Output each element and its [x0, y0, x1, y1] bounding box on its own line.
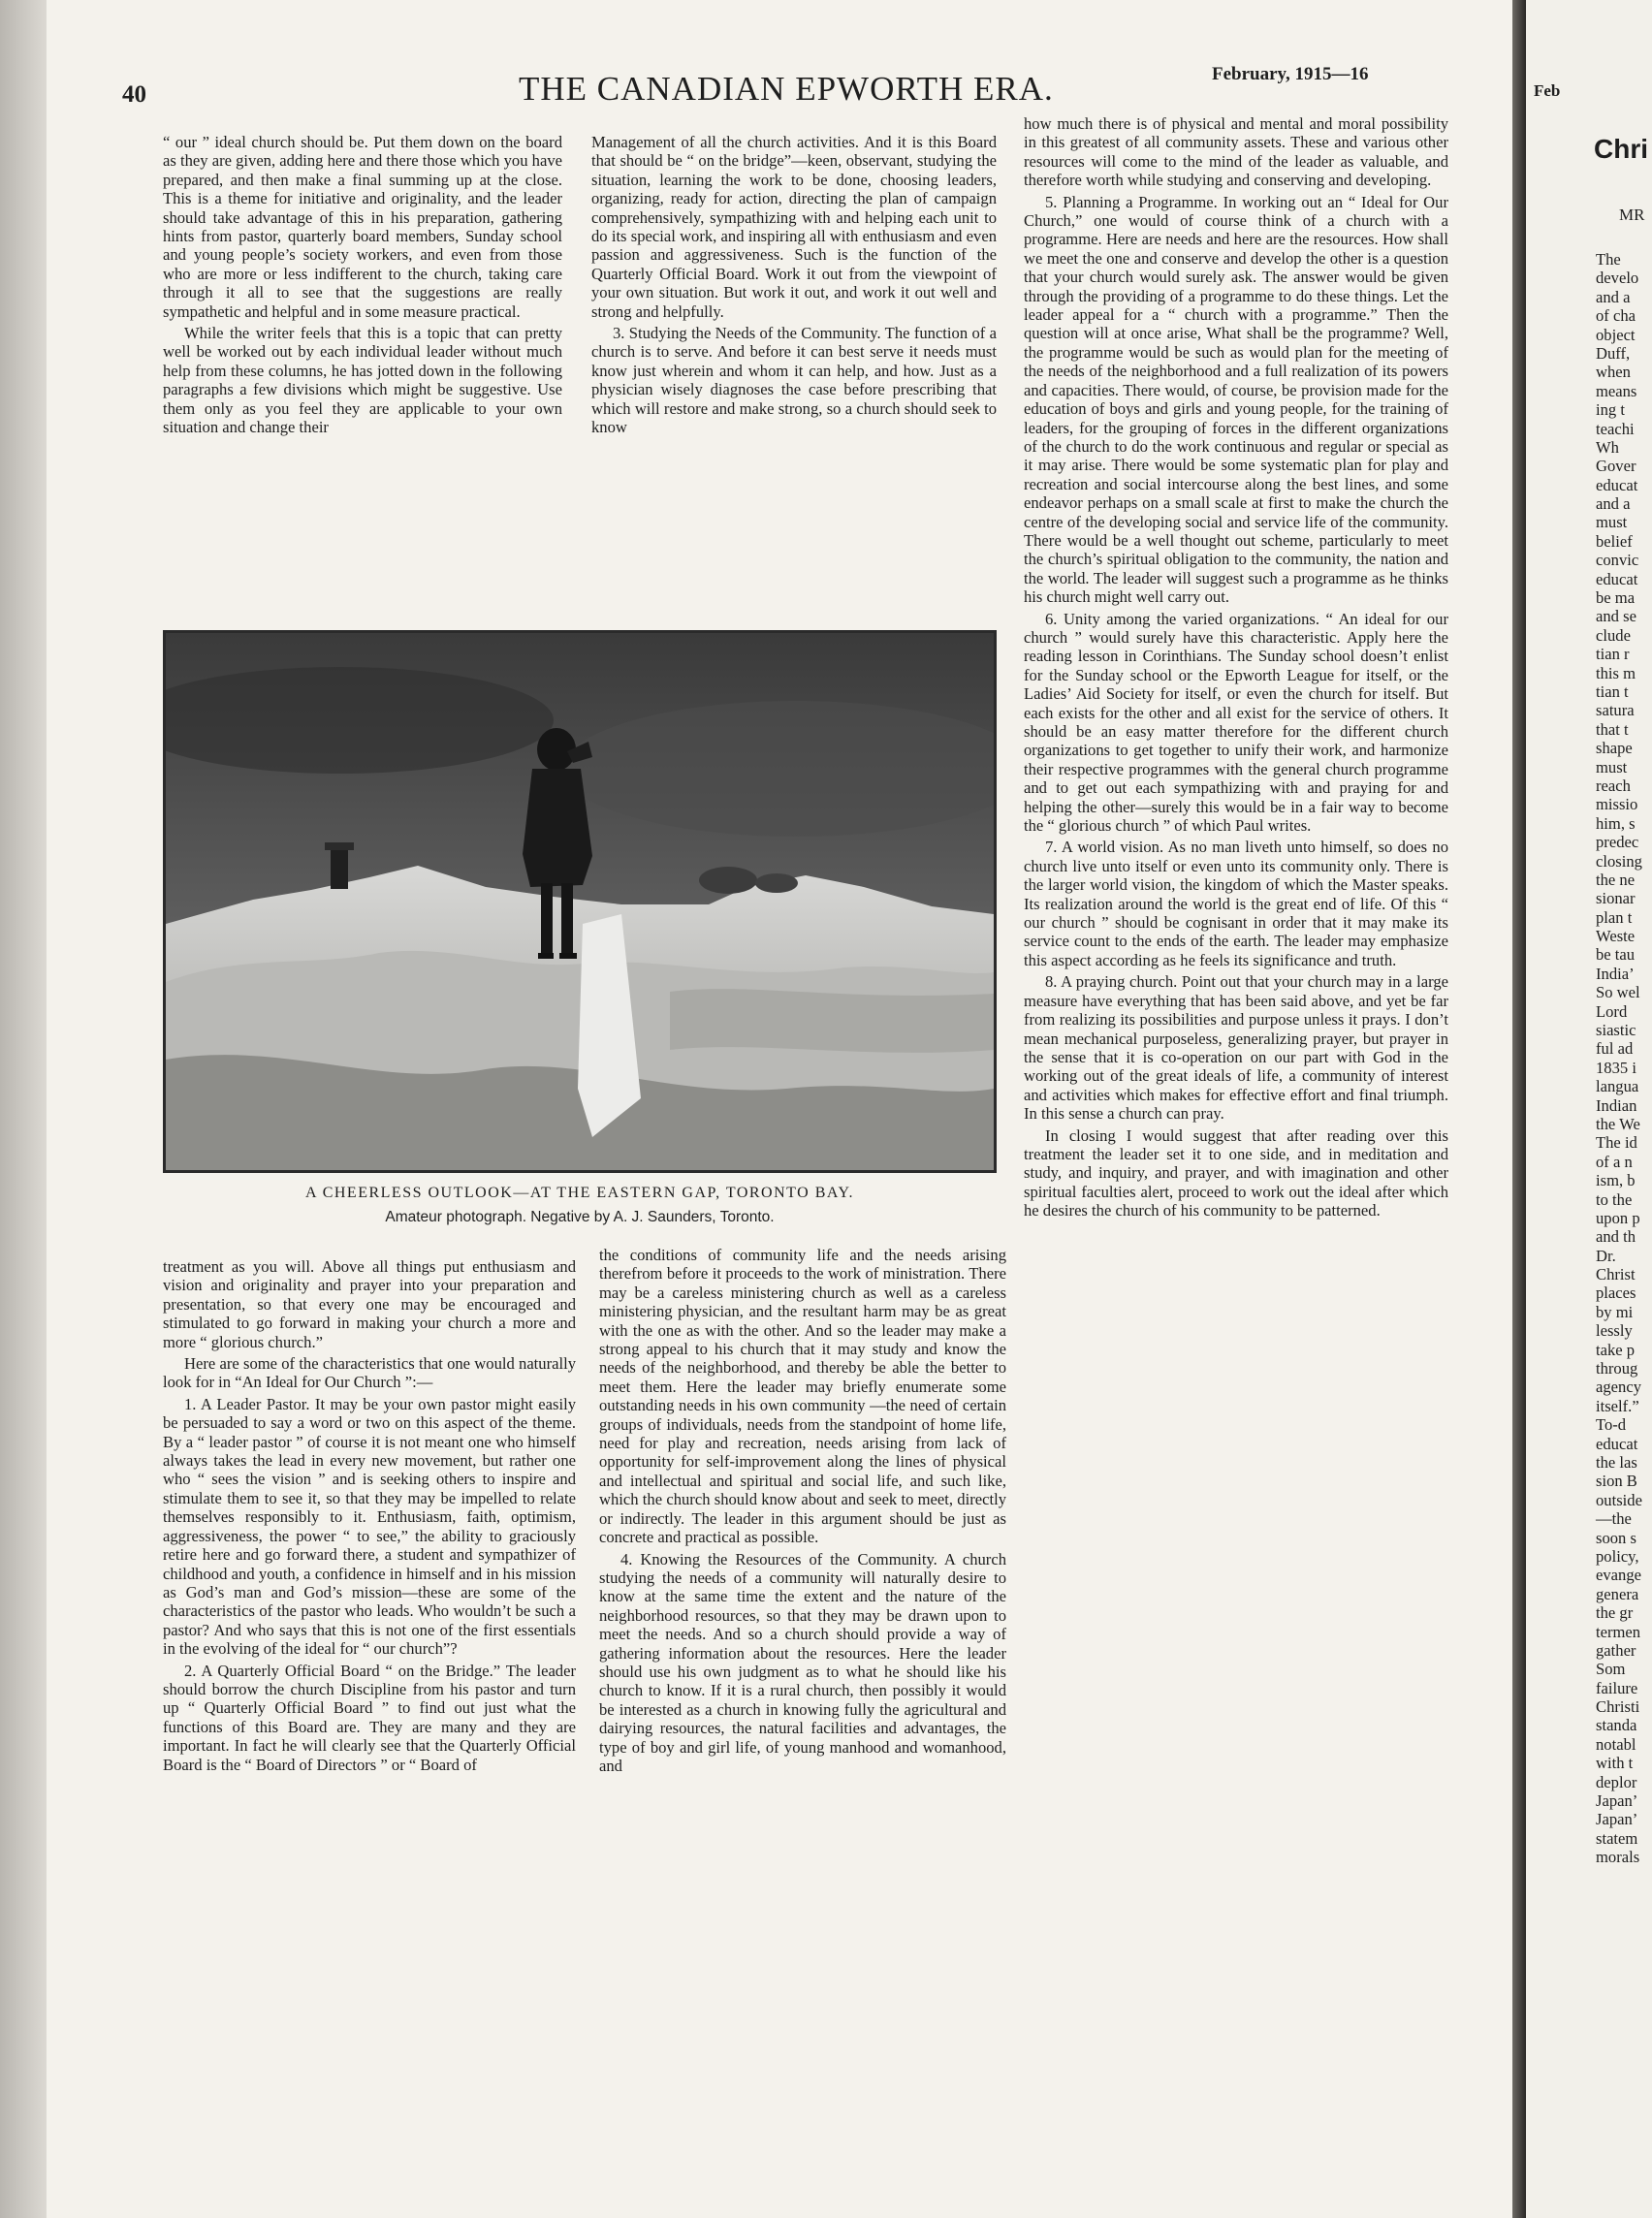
next-page-line: missio	[1596, 795, 1638, 814]
next-page-line: the We	[1596, 1114, 1640, 1133]
next-page-line: termen	[1596, 1622, 1641, 1641]
next-page-line: —the	[1596, 1509, 1632, 1529]
column-1-bottom	[163, 1257, 576, 1777]
issue-date: February, 1915—16	[1212, 64, 1369, 84]
next-page-line: Indian	[1596, 1095, 1637, 1115]
next-page-line: when	[1596, 363, 1631, 382]
next-page-line: and a	[1596, 494, 1631, 514]
photo-caption	[163, 1185, 997, 1226]
page-number: 40	[122, 81, 146, 108]
next-page-line: Gover	[1596, 457, 1636, 476]
next-page-line: tian t	[1596, 681, 1629, 701]
paragraph: the conditions of community life and the needs arising therefrom before it proceeds to the work of ministration. There may be a careless ministering church as well as a careless ministering physician, and the resultant harm may be as great with the one as with the other. And so the leader may make a strong appeal to his church that it may study and know the needs of the neighborhood, and thereby be able the better to meet them. Here the leader may briefly enumerate some outstanding needs in his own community —the need of certain groups of individuals, needs from the standpoint of home life, need for play and recreation, needs arising from lack of opportunity for self-improvement along the lines of physical and intellectual and spiritual and social life, and such like, which the church should know about and seek to meet, directly or indirectly. The leader in this argument should be just as concrete and practical as possible.	[599, 1246, 1006, 1547]
next-page-line: him, s	[1596, 813, 1636, 833]
next-page-line: The	[1596, 250, 1621, 269]
winter-shore-photo	[166, 633, 994, 1170]
next-page-line: policy,	[1596, 1546, 1639, 1566]
paragraph: 4. Knowing the Resources of the Community. A church studying the needs of a community will naturally desire to know at the same time the extent and the nature of the neighborhood resources, so that they may be drawn upon to meet the needs. And so a church should provide a way of gathering information about the resources. Here the leader should use his own judgment as to what he should like his church to know. If it is a rural church, then possibly it would be interested as a church in knowing fully the agricultural and dairying resources, the natural facilities and advantages, the type of boy and girl life, of young manhood and womanhood, and	[599, 1549, 1006, 1775]
next-page-line: means	[1596, 381, 1637, 400]
next-page-line: satura	[1596, 701, 1635, 720]
next-page-line: must	[1596, 757, 1628, 776]
next-page-line: tian r	[1596, 645, 1630, 664]
next-page-line: must	[1596, 513, 1628, 532]
next-page-line: Duff,	[1596, 343, 1631, 363]
next-page-line: teachi	[1596, 419, 1635, 438]
next-page-line: this m	[1596, 663, 1636, 682]
next-page-line: soon s	[1596, 1528, 1636, 1547]
next-page-line: Dr.	[1596, 1246, 1616, 1265]
next-page-line: upon p	[1596, 1208, 1640, 1227]
next-page-line: ful ad	[1596, 1039, 1634, 1059]
next-page-line: educat	[1596, 569, 1638, 588]
caption-credit: Amateur photograph. Negative by A. J. Saunders, Toronto.	[385, 1209, 775, 1225]
next-page-line: clude	[1596, 625, 1631, 645]
paragraph: 1. A Leader Pastor. It may be your own pastor might easily be persuaded to say a word or two on this aspect of the theme. By a “ leader pastor ” of course it is not meant one who himself always takes the lead in every new movement, but rather one who “ sees the vision ” and is seeking others to inspire and stimulate them to see it, so that they may be impelled to relate themselves responsibly to it. Enthusiasm, faith, optimism, aggressiveness, the power “ to see,” the ability to graciously retire here and go forward there, a student and sympathizer of childhood and youth, a confidence in himself and in his mission as God’s man and God’s mission—these are some of the characteristics of the pastor who leads. Who wouldn’t be such a pastor? And who says that this is not one of the first essentials in the evolving of the ideal for “ our church”?	[163, 1394, 576, 1659]
column-2-bottom	[599, 1246, 1006, 1778]
next-page-line: with t	[1596, 1754, 1634, 1773]
next-page-line: and th	[1596, 1227, 1636, 1247]
paragraph: 8. A praying church. Point out that your church may in a large measure have everything that has been said above, and yet be far from realizing its possibilities and purpose unless it prays. I don’t mean mechanical purposeless, generalizing prayer, but prayer in the sense that it is co-operation on our part with God in the working out of the great ideals of life, a community of interest and activities which makes for effective effort and final triumph. In this sense a church can pray.	[1024, 972, 1448, 1124]
next-page-line: plan t	[1596, 907, 1633, 927]
next-page-line: So wel	[1596, 983, 1640, 1002]
next-page-line: convic	[1596, 551, 1639, 570]
paragraph: While the writer feels that this is a topic that can pretty well be worked out by each individual leader without much help from these columns, he has jotted down in the following paragraphs a few divisions which might be suggestive. Use them only as you feel they are applicable to your own situation and change their	[163, 324, 562, 437]
next-page-line: evange	[1596, 1566, 1641, 1585]
next-page-line: belief	[1596, 531, 1633, 551]
next-page-line: shape	[1596, 739, 1633, 758]
column-1-top	[163, 133, 562, 440]
next-page-line: The id	[1596, 1133, 1637, 1153]
next-page-line: agency	[1596, 1378, 1641, 1397]
paragraph: “ our ” ideal church should be. Put them down on the board as they are given, adding here and there those which you have prepared, and then make a final summing up at the close. This is a theme for initiative and originality, and the leader should take advantage of this in his preparation, gathering hints from pastor, quarterly board members, Sunday school and young people’s society workers, and even from those who are more or less indifferent to the church, taking care through it all to see that the suggestions are really sympathetic and helpful and in some measure practical.	[163, 133, 562, 321]
next-page-line: India’	[1596, 964, 1635, 983]
paragraph: In closing I would suggest that after reading over this treatment the leader set it to one side, and in meditation and study, and inquiry, and prayer, and with imagination and other spiritual faculties alert, proceed to work out the ideal after which he desires the church of his community to be patterned.	[1024, 1125, 1448, 1220]
paragraph: 6. Unity among the varied organizations. “ An ideal for our church ” would surely have this characteristic. Apply here the reading lesson in Corinthians. The Sunday school doesn’t enlist for the Sunday school or the Epworth League for itself, or the Ladies’ Aid Society for itself, or even the church for itself. But each exists for the other and all exist for the service of others. It should be an easy matter therefore for the different church organizations to get together to unify their work, and harmonize their respective programmes with the general church programme and to get out each sympathizing with and praying for and helping the other—surely this would be in a fair way to become the “ glorious church ” of which Paul writes.	[1024, 609, 1448, 836]
next-page-line: Wh	[1596, 437, 1619, 457]
paragraph: treatment as you will. Above all things put enthusiasm and vision and originality and prayer into your preparation and presentation, so that every one may be encouraged and stimulated to go forward in making your church a more and more “ glorious church.”	[163, 1257, 576, 1351]
next-page-line: of cha	[1596, 306, 1636, 326]
next-page-line: places	[1596, 1283, 1636, 1303]
next-page-line: langua	[1596, 1077, 1639, 1096]
next-page-line: deplor	[1596, 1772, 1637, 1791]
next-page-line: 1835 i	[1596, 1058, 1636, 1077]
next-page-header: Feb	[1534, 81, 1561, 100]
next-page-line: the las	[1596, 1453, 1637, 1472]
next-page-line: standa	[1596, 1716, 1637, 1735]
next-page-lines	[1596, 250, 1652, 1867]
next-page-line: statem	[1596, 1828, 1638, 1848]
next-page-line: ism, b	[1596, 1171, 1636, 1190]
paragraph: 5. Planning a Programme. In working out an “ Ideal for Our Church,” one would of course think of a church with a programme. Here are needs and here are the resources. How shall we meet the one and conserve and develop the other is a question that your church would surely ask. The answer would be given through the providing of a programme to do these things. Let the leader appeal for a “ church with a programme.” Then the question will at once arise, What shall be the programme? Well, the programme would be such as would plan for the meeting of the needs of the neighborhood and a full realization of its powers and capacities. There would, of course, be provision made for the education of boys and girls and young people, for the training of leaders, for the grouping of forces in the different organizations of the church to do the work continuous and regular or special as it may arise. There would be some systematic plan for play and recreation and social intercourse along the best lines, and some endeavor perhaps on a small scale at first to make the church the centre of the developing social and service life of the community. There would be a well thought out scheme, particularly to meet the church’s spiritual obligation to the community, the nation and the world. The leader will suggest such a programme as he thinks his church might well carry out.	[1024, 192, 1448, 607]
next-page-line: Japan’	[1596, 1791, 1638, 1811]
next-page-line: genera	[1596, 1584, 1639, 1603]
next-page-line: predec	[1596, 833, 1639, 852]
book-gutter	[1512, 0, 1526, 2218]
masthead: THE CANADIAN EPWORTH ERA.	[519, 70, 1054, 108]
paragraph: how much there is of physical and mental and moral possibility in this greatest of all community assets. These and various other resources will come to the mind of the leader as valuable, and therefore worth while studying and conserving and developing.	[1024, 114, 1448, 190]
paragraph: 3. Studying the Needs of the Community. The function of a church is to serve. And before it can best serve it needs must know just wherein and whom it can help, and how. Just as a physician wisely diagnoses the case before prescribing that which will restore and make strong, so a church should seek to know	[591, 324, 997, 437]
next-page-line: of a n	[1596, 1152, 1633, 1171]
next-page-line: ing t	[1596, 400, 1625, 420]
paragraph: Here are some of the characteristics that one would naturally look for in “An Ideal for Our Church ”:—	[163, 1354, 576, 1392]
next-page-line: throug	[1596, 1359, 1638, 1378]
next-page-line: siastic	[1596, 1021, 1636, 1040]
next-page-line: be tau	[1596, 945, 1636, 965]
next-page-line: morals	[1596, 1848, 1640, 1867]
next-page-line: itself.”	[1596, 1396, 1639, 1415]
next-page-line: that t	[1596, 719, 1629, 739]
caption-title: A CHEERLESS OUTLOOK—AT THE EASTERN GAP, TORONTO BAY.	[305, 1185, 854, 1201]
next-page-fragment	[1526, 0, 1652, 2218]
column-2-top	[591, 133, 997, 440]
next-page-line: Weste	[1596, 927, 1636, 946]
next-page-line: notabl	[1596, 1734, 1636, 1754]
next-page-byline: MR	[1619, 206, 1645, 224]
next-page-line: to the	[1596, 1189, 1633, 1209]
next-page-line: Japan’	[1596, 1810, 1638, 1829]
next-page-line: reach	[1596, 776, 1631, 795]
scan-margin	[0, 0, 47, 2218]
next-page-line: educat	[1596, 1434, 1638, 1453]
next-page-line: Christi	[1596, 1697, 1640, 1717]
next-page-line: lessly	[1596, 1321, 1633, 1341]
next-page-line: Christ	[1596, 1265, 1636, 1284]
next-page-line: Som	[1596, 1660, 1626, 1679]
next-page-line: be ma	[1596, 588, 1636, 608]
next-page-line: take p	[1596, 1340, 1636, 1359]
photograph	[163, 630, 997, 1173]
paragraph: 2. A Quarterly Official Board “ on the Bridge.” The leader should borrow the church Discipline from his pastor and turn up “ Quarterly Official Board ” to find out just what the functions of this Board are. They are many and they are important. In fact he will clearly see that the Quarterly Official Board is the “ Board of Directors ” or “ Board of	[163, 1661, 576, 1774]
next-page-line: and se	[1596, 607, 1636, 626]
paragraph: Management of all the church activities. And it is this Board that should be “ on the bridge”—keen, observant, studying the situation, learning the work to be done, choosing leaders, organizing, ready for action, directing the plan of campaign comprehensively, sympathizing with and helping each unit to do its special work, and inspiring all with enthusiasm and even passion and aggressiveness. Such is the function of the Quarterly Official Board. Work it out from the viewpoint of your own situation. But work it out, and work it out well and strong and helpfully.	[591, 133, 997, 321]
next-page-line: develo	[1596, 269, 1639, 288]
next-page-line: and a	[1596, 287, 1631, 306]
column-3	[1024, 114, 1448, 1223]
next-page-line: object	[1596, 325, 1636, 344]
next-page-line: sion B	[1596, 1472, 1637, 1491]
next-page-line: sionar	[1596, 889, 1636, 908]
next-page-line: Lord	[1596, 1001, 1628, 1021]
next-page-title: Chri	[1594, 134, 1648, 164]
next-page-line: the gr	[1596, 1603, 1634, 1623]
next-page-line: failure	[1596, 1678, 1638, 1697]
next-page-line: outside	[1596, 1490, 1642, 1509]
next-page-line: educat	[1596, 475, 1638, 494]
next-page-line: To-d	[1596, 1415, 1627, 1435]
next-page-line: the ne	[1596, 870, 1636, 889]
next-page-line: closing	[1596, 851, 1642, 871]
next-page-line: by mi	[1596, 1302, 1634, 1321]
next-page-line: gather	[1596, 1640, 1636, 1660]
paragraph: 7. A world vision. As no man liveth unto himself, so does no church live unto itself or even unto its community only. There is the larger world vision, the kingdom of which the Master speaks. Its realization around the world is the great end of life. Of this “ our church ” should be cognisant in order that it may make its service count to the ends of the earth. The leader may emphasize this aspect according as he feels its significance and truth.	[1024, 838, 1448, 969]
